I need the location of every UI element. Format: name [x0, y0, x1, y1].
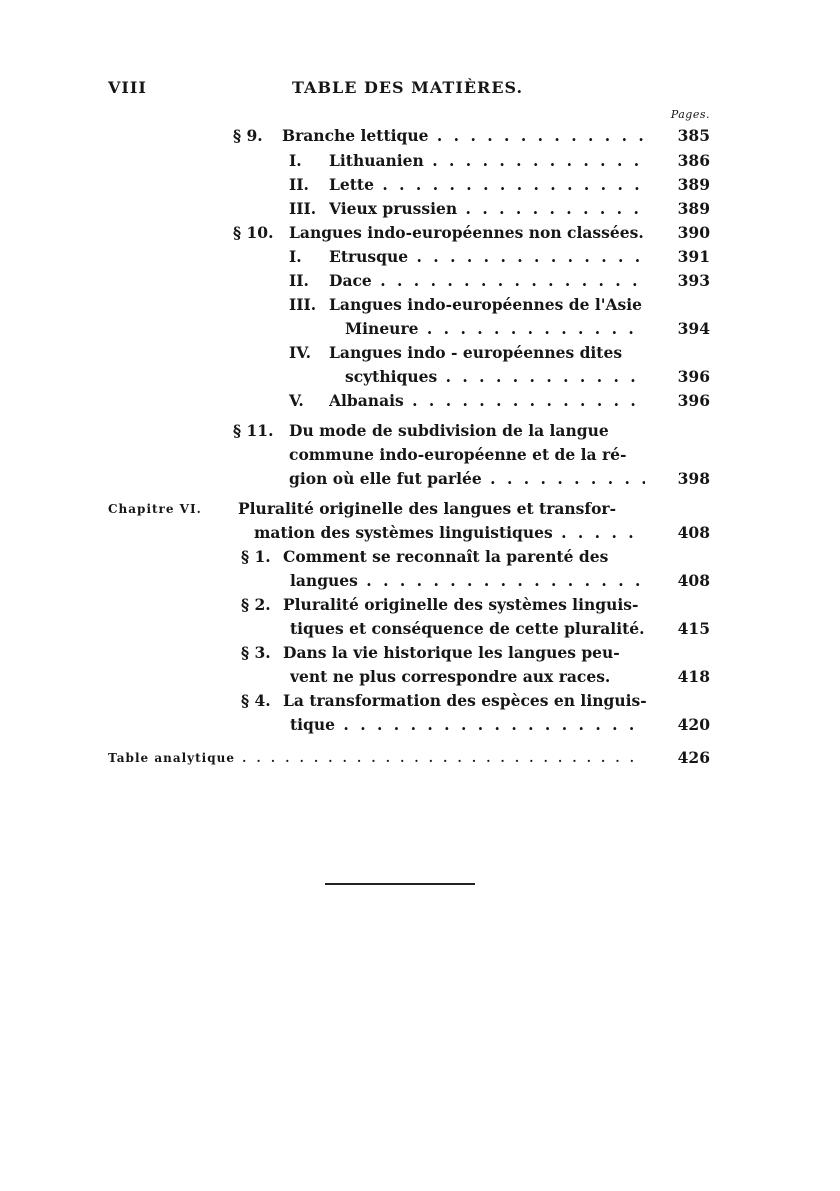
entry-title: Pluralité originelle des systèmes linguis- — [283, 595, 639, 614]
entry-title: Lette . . . — [329, 175, 645, 194]
entry-title: langues . . . — [290, 571, 645, 590]
section-marker: § 9. — [233, 126, 263, 145]
entry-title: tiques et conséquence de cette pluralité. — [290, 619, 645, 638]
toc-entry-continuation — [0, 619, 840, 643]
entry-title: Branche lettique . . . — [282, 126, 645, 145]
page-ref: 420 — [677, 715, 710, 734]
page-ref: 389 — [677, 199, 710, 218]
section-marker: § 1. — [241, 547, 271, 566]
entry-title: Pluralité originelle des langues et transfor- — [238, 499, 617, 518]
page-ref: 408 — [677, 523, 710, 542]
entry-title: Comment se reconnaît la parenté des — [283, 547, 609, 566]
section-marker: III. — [289, 199, 317, 218]
entry-title: vent ne plus correspondre aux races. — [290, 667, 611, 686]
section-marker: II. — [289, 271, 309, 290]
entry-title: commune indo-européenne et de la ré- — [289, 445, 627, 464]
toc-entry — [0, 295, 840, 319]
toc-entry — [0, 175, 840, 199]
toc-entry — [0, 421, 840, 445]
entry-title: Langues indo-européennes non classées. — [289, 223, 644, 242]
section-marker: III. — [289, 295, 317, 314]
toc-entry-continuation — [0, 523, 840, 547]
toc-entry-continuation — [0, 667, 840, 691]
toc-entry — [0, 223, 840, 247]
section-marker: V. — [289, 391, 304, 410]
page-ref: 391 — [677, 247, 710, 266]
section-marker: § 2. — [241, 595, 271, 614]
toc-entry-continuation — [0, 319, 840, 343]
toc-entry — [0, 391, 840, 415]
entry-title: tique . . . — [290, 715, 645, 734]
running-title: TABLE DES MATIÈRES. — [292, 78, 524, 97]
entry-title: Dans la vie historique les langues peu- — [283, 643, 620, 662]
entry-title: Du mode de subdivision de la langue — [289, 421, 609, 440]
entry-title: Dace . . . — [329, 271, 645, 290]
page-ref: 386 — [677, 151, 710, 170]
entry-title: Langues indo - européennes dites — [329, 343, 623, 362]
toc-entry — [0, 151, 840, 175]
closing-rule — [325, 883, 475, 885]
toc-entry-continuation — [0, 445, 840, 469]
chapter-marker: Chapitre VI. — [108, 502, 202, 516]
section-marker: § 11. — [233, 421, 274, 440]
toc-entry — [0, 247, 840, 271]
page-ref: 393 — [677, 271, 710, 290]
toc-entry — [0, 547, 840, 571]
page-ref: 396 — [677, 367, 710, 386]
page-ref: 394 — [677, 319, 710, 338]
toc-entry — [0, 271, 840, 295]
toc-index-entry — [0, 748, 840, 772]
page-number: VIII — [108, 78, 147, 97]
section-marker: II. — [289, 175, 309, 194]
section-marker: § 4. — [241, 691, 271, 710]
page-ref: 426 — [677, 748, 710, 767]
entry-title: Table analytique . . . — [108, 751, 645, 765]
entry-title: La transformation des espèces en linguis- — [283, 691, 647, 710]
toc-entry — [0, 126, 840, 150]
entry-title: Mineure . . . — [345, 319, 645, 338]
page-ref: 418 — [677, 667, 710, 686]
toc-entry-continuation — [0, 367, 840, 391]
toc-entry — [0, 643, 840, 667]
page-ref: 398 — [677, 469, 710, 488]
page-ref: 389 — [677, 175, 710, 194]
page-ref: 408 — [677, 571, 710, 590]
section-marker: I. — [289, 151, 302, 170]
section-marker: § 3. — [241, 643, 271, 662]
section-marker: IV. — [289, 343, 311, 362]
toc-entry — [0, 691, 840, 715]
section-marker: I. — [289, 247, 302, 266]
entry-title: gion où elle fut parlée . . . — [289, 469, 645, 488]
toc-entry-continuation — [0, 571, 840, 595]
entry-title: Vieux prussien . . . — [329, 199, 645, 218]
toc-entry — [0, 199, 840, 223]
entry-title: scythiques . . . — [345, 367, 645, 386]
toc-entry-continuation — [0, 715, 840, 739]
entry-title: Albanais . . . — [329, 391, 645, 410]
page-ref: 385 — [677, 126, 710, 145]
page-ref: 390 — [677, 223, 710, 242]
toc-chapter-entry — [0, 499, 840, 523]
entry-title: Etrusque . . . — [329, 247, 645, 266]
page-ref: 415 — [677, 619, 710, 638]
toc-entry — [0, 595, 840, 619]
pages-column-label: Pages. — [670, 108, 710, 121]
entry-title: Langues indo-européennes de l'Asie — [329, 295, 643, 314]
toc-entry-continuation — [0, 469, 840, 493]
section-marker: § 10. — [233, 223, 274, 242]
page-ref: 396 — [677, 391, 710, 410]
entry-title: mation des systèmes linguistiques . . . — [254, 523, 645, 542]
entry-title: Lithuanien . . . — [329, 151, 645, 170]
toc-entry — [0, 343, 840, 367]
